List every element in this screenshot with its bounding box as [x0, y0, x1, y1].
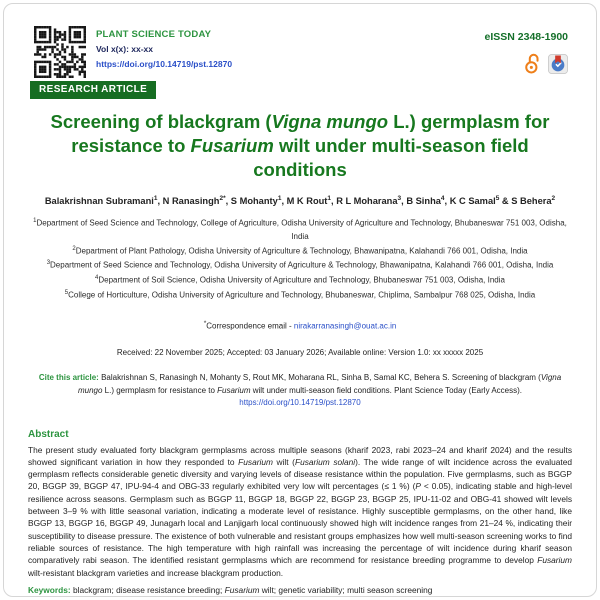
citation-block [28, 372, 572, 410]
cite-label: Cite this article: [38, 373, 99, 383]
journal-name: PLANT SCIENCE TODAY [96, 29, 212, 40]
article-title-line2: resistance to Fusarium wilt under multi-season field conditions [71, 135, 529, 180]
journal-volume: Vol x(x): xx-xx [96, 44, 154, 54]
open-access-lock-icon [524, 53, 541, 74]
article-title [28, 110, 572, 182]
correspondence-email-link[interactable]: nirakarranasingh@ouat.ac.in [293, 322, 397, 332]
keywords-label: Keywords: [28, 584, 71, 595]
cite-text: Balakrishnan S, Ranasingh N, Mohanty S, Rout MK, Moharana RL, Sinha B, Samal KC, Behera S. Screening of blackgram (Vigna mungo L.) germplasm for resistance to Fusarium wilt under multi-season field conditions. Plant Science Today (Early Access). [77, 373, 562, 395]
affiliation-line: $^5$College of Horticulture, Odisha University of Agriculture and Technology, Bhubaneswar, Chiplima, Sambalpur 768 025, Odisha, India [64, 289, 536, 300]
correspondence-label: Correspondence email - [206, 322, 294, 332]
correspondence-asterisk: * [203, 320, 207, 328]
dates-line: Received: 22 November 2025; Accepted: 03 January 2026; Available online: Version 1.0: xx xxxxx 2025 [116, 348, 484, 358]
affiliation-line: $^3$Department of Seed Science and Technology, Odisha University of Agriculture & Technology, Bhawanipatna, Kalahandi 766 001, Odisha, India [46, 260, 554, 271]
journal-doi-link[interactable]: https://doi.org/10.14719/pst.12870 [96, 59, 233, 69]
affiliation-line: $^2$Department of Plant Pathology, Odisha University of Agriculture & Technology, Bhawanipatna, Kalahandi 766 001, Odisha, India [72, 245, 528, 256]
affiliation-line: $^4$Department of Soil Science, Odisha University of Agriculture and Technology, Bhubaneswar 751 003, Odisha, India [95, 275, 505, 285]
journal-header [28, 26, 572, 78]
article-title-line1: Screening of blackgram (Vigna mungo L.) germplasm for [50, 111, 550, 132]
keywords-line [28, 585, 572, 595]
cite-doi-link[interactable]: https://doi.org/10.14719/pst.12870 [239, 398, 361, 408]
affiliations [28, 215, 572, 301]
abstract-text: The present study evaluated forty blackgram germplasms across multiple seasons (kharif 2023, rabi 2023–24 and kharif 2024) and the results showed significant variation in how they responded to Fusarium wilt (Fusarium solani). The wide range of wilt incidence across the evaluated germplasm reflects considerable genetic diversity and varying levels of disease resistance within the population. Five germplasms, such as BGGP 20, BGGP 39, BGGP 47, IPU-94-4 and OBG-33 regularly exhibited very low wilt percentages (≤ 1 %) (P < 0.05), indicating stable and high-level resilience across seasons. Germplasm such as BGGP 11, BGGP 18, BGGP 22, BGGP 23, BGGP 25, IPU-11-02 and OBG-41 showed wilt levels between 3–9 % with little seasonal variation, indicating a moderate level of resistance. Highly susceptible germplasms, on the other hand, like BGGP 13, BGGP 16, BGGP 49, Junagarh local and Lanjigarh local continuously showed high wilt incidence ranges from 21–24 %, indicating their susceptibility to disease pressure. The existence of both vulnerable and resistant groups emphasizes how well multi-season screening works to find reliable sources of resistance. The high temperature with high rainfall was increasing the percentage of wilt incidence during kharif season comparatively rabi season. The identified resistant germplasms which are recommend for resistance breeding programme to develop Fusarium wilt-resistant blackgram varieties and increase blackgram production. [28, 444, 572, 578]
qr-code [34, 26, 86, 78]
authors-line: Balakrishnan Subramani$^1$, N Ranasingh$^{2*}$, S Mohanty$^1$, M K Rout$^1$, R L Moharana$^3$, B Sinha$^4$, K C Samal$^5$ & S Behera$^2$ [44, 195, 556, 207]
abstract-heading: Abstract [28, 428, 69, 440]
correspondence-line [28, 320, 572, 331]
article-type-badge: RESEARCH ARTICLE [30, 81, 156, 99]
affiliation-line: $^1$Department of Seed Science and Technology, College of Agriculture, Odisha University of Agriculture and Technology, Bhubaneswar 751 003, Odisha, India [33, 218, 567, 241]
keywords-text: blackgram; disease resistance breeding; Fusarium wilt; genetic variability; multi season screening [70, 584, 433, 595]
journal-eissn: eISSN 2348-1900 [484, 31, 568, 43]
crossmark-icon[interactable] [548, 54, 568, 74]
